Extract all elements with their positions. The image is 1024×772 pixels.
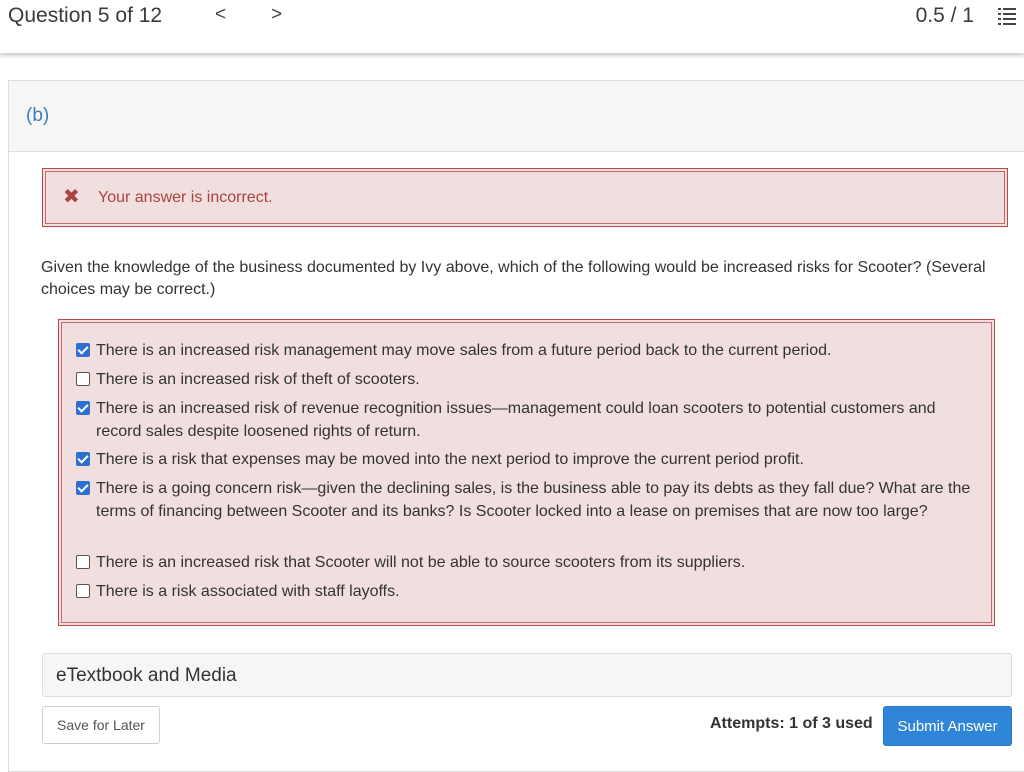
choice-label: There is a risk associated with staff layoffs. [96,583,400,600]
etextbook-media-label: eTextbook and Media [56,665,237,686]
question-part-panel [8,80,1024,772]
previous-question-button[interactable]: < [215,4,227,25]
part-header [9,81,1024,152]
next-question-button[interactable]: > [271,4,283,25]
choice-item[interactable] [76,580,981,603]
question-list-icon[interactable] [998,7,1016,25]
choice-item[interactable] [76,339,981,362]
choice-checkbox[interactable] [76,584,90,598]
choice-label: There is an increased risk of revenue recognition issues—management could loan scooters to potential customers and record sales despite loosened rights of return. [96,400,936,440]
choice-item[interactable] [76,448,981,471]
question-text: Given the knowledge of the business documented by Ivy above, which of the following would be increased risks for Scooter? (Several choices may be correct.) [41,259,986,298]
choice-checkbox[interactable] [76,555,90,569]
top-bar [0,0,1024,54]
choice-checkbox[interactable] [76,401,90,415]
choice-label: There is a risk that expenses may be moved into the next period to improve the current period profit. [96,451,804,468]
etextbook-media-section[interactable] [42,653,1012,697]
choice-checkbox[interactable] [76,343,90,357]
question-counter: Question 5 of 12 [8,4,163,27]
choice-checkbox[interactable] [76,372,90,386]
choice-label: There is an increased risk management may move sales from a future period back to the current period. [96,342,832,359]
answer-choices-box [58,319,995,626]
choice-item[interactable] [76,368,981,391]
choice-label: There is an increased risk that Scooter will not be able to source scooters from its suppliers. [96,554,746,571]
feedback-message: Your answer is incorrect. [98,189,273,206]
error-x-icon: ✖ [63,186,80,208]
part-label: (b) [26,105,50,126]
choice-item[interactable] [76,477,981,523]
choice-checkbox[interactable] [76,481,90,495]
incorrect-answer-alert [42,168,1008,227]
choice-item[interactable] [76,397,981,443]
choice-label: There is an increased risk of theft of scooters. [96,371,420,388]
choice-item[interactable] [76,551,981,574]
choice-label: There is a going concern risk—given the declining sales, is the business able to pay its debts as they fall due? What are the terms of financing between Scooter and its banks? Is Scooter locked into a lease on premises that are now too large? [96,480,971,520]
question-score: 0.5 / 1 [915,4,974,27]
attempts-counter: Attempts: 1 of 3 used [710,715,873,732]
save-for-later-button[interactable]: Save for Later [42,706,160,744]
submit-answer-button[interactable]: Submit Answer [883,706,1012,746]
choice-checkbox[interactable] [76,452,90,466]
